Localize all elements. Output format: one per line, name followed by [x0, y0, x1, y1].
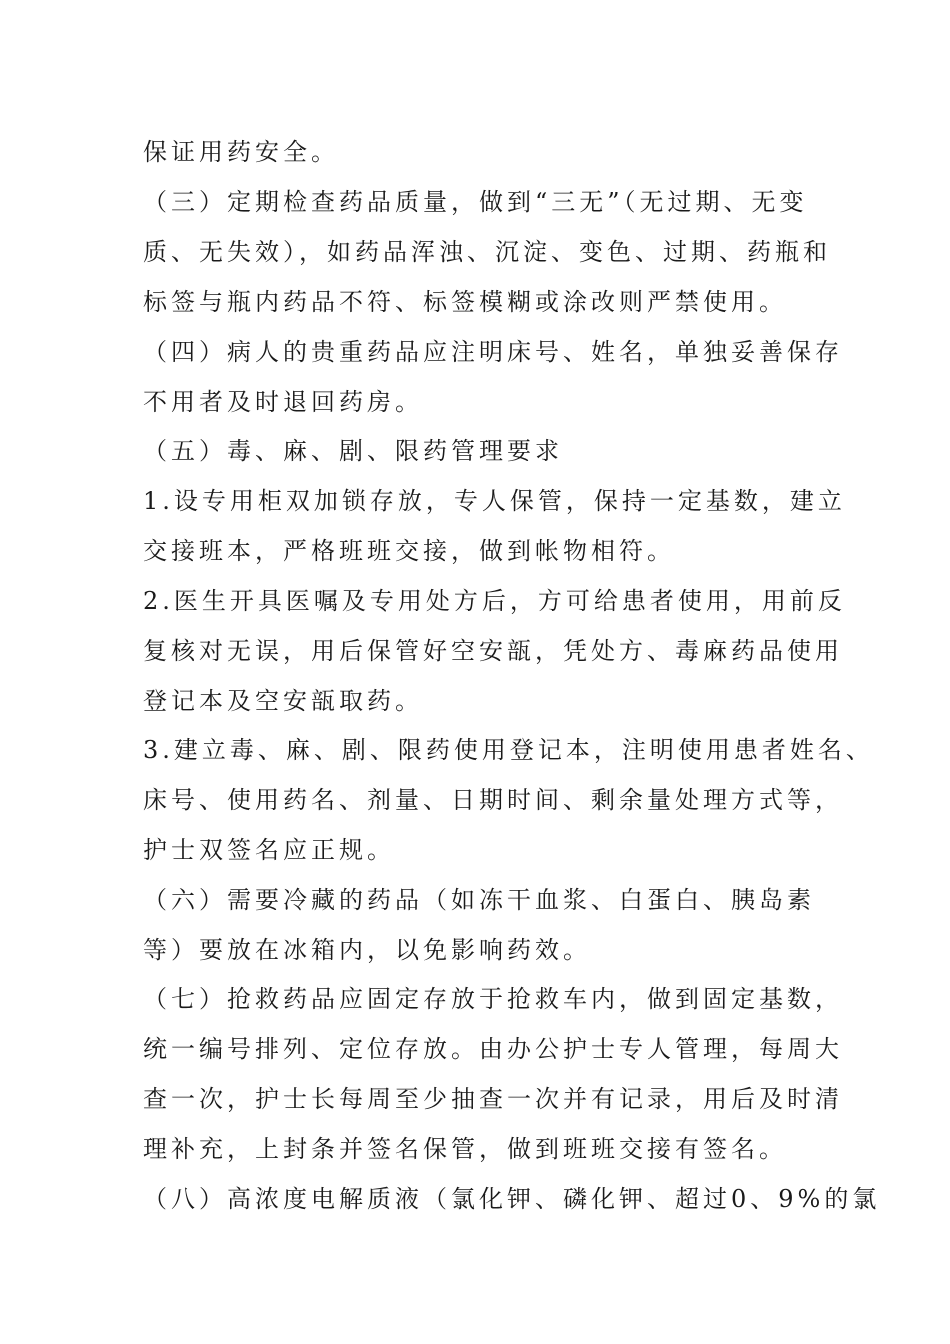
text-line-10: 2.医生开具医嘱及专用处方后，方可给患者使用，用前反 — [143, 587, 846, 615]
text-line-13: 3.建立毒、麻、剧、限药使用登记本，注明使用患者姓名、 — [143, 736, 874, 764]
text-line-16: （六）需要冷藏的药品（如冻干血浆、白蛋白、胰岛素 — [143, 886, 815, 914]
text-line-3: 质、无失效），如药品浑浊、沉淀、变色、过期、药瓶和 — [143, 238, 831, 266]
text-line-19: 统一编号排列、定位存放。由办公护士专人管理，每周大 — [143, 1035, 843, 1063]
text-line-14: 床号、使用药名、剂量、日期时间、剩余量处理方式等， — [143, 786, 843, 814]
text-line-6: 不用者及时退回药房。 — [143, 388, 423, 416]
text-line-15: 护士双签名应正规。 — [143, 836, 395, 864]
text-line-17: 等）要放在冰箱内，以免影响药效。 — [143, 936, 591, 964]
text-line-11: 复核对无误，用后保管好空安瓿，凭处方、毒麻药品使用 — [143, 637, 843, 665]
text-line-1: 保证用药安全。 — [143, 138, 339, 166]
text-line-2: （三）定期检查药品质量，做到“三无”（无过期、无变 — [143, 188, 808, 216]
text-line-7: （五）毒、麻、剧、限药管理要求 — [143, 437, 563, 465]
text-line-18: （七）抢救药品应固定存放于抢救车内，做到固定基数， — [143, 985, 843, 1013]
text-line-9: 交接班本，严格班班交接，做到帐物相符。 — [143, 537, 675, 565]
text-line-20: 查一次，护士长每周至少抽查一次并有记录，用后及时清 — [143, 1085, 843, 1113]
text-line-8: 1.设专用柜双加锁存放，专人保管，保持一定基数，建立 — [143, 487, 846, 515]
text-line-5: （四）病人的贵重药品应注明床号、姓名，单独妥善保存 — [143, 338, 843, 366]
text-line-12: 登记本及空安瓿取药。 — [143, 687, 423, 715]
text-line-4: 标签与瓶内药品不符、标签模糊或涂改则严禁使用。 — [143, 288, 787, 316]
text-line-21: 理补充，上封条并签名保管，做到班班交接有签名。 — [143, 1135, 787, 1163]
text-line-22: （八）高浓度电解质液（氯化钾、磷化钾、超过0、9%的氯 — [143, 1185, 881, 1213]
